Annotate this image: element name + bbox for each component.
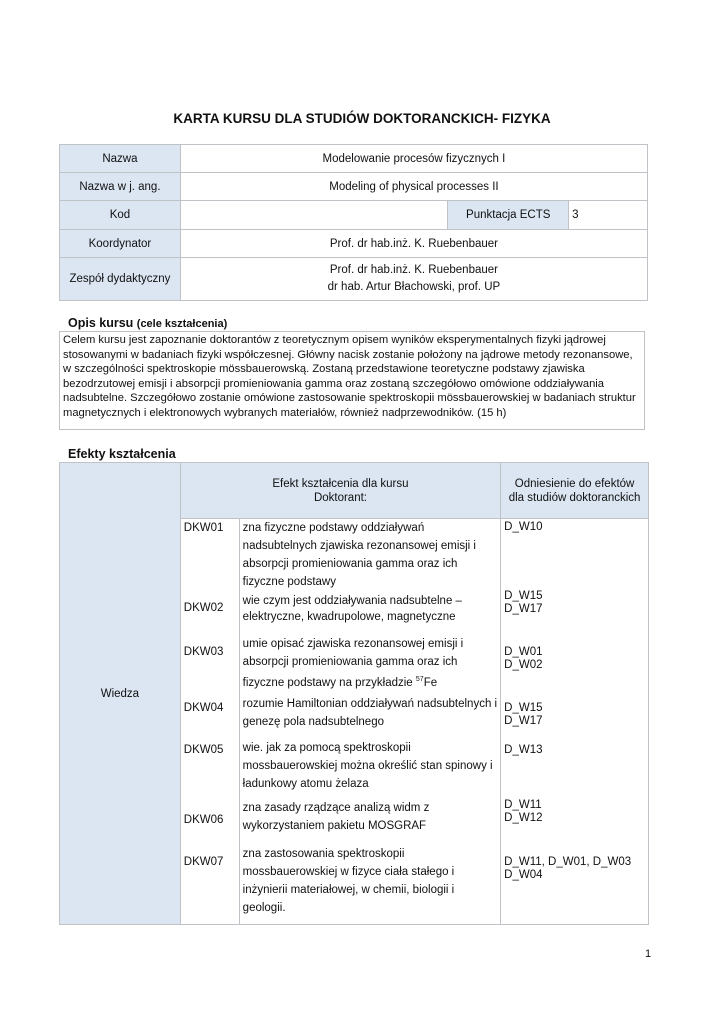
code-dkw02: DKW02 xyxy=(183,602,224,614)
code-dkw04: DKW04 xyxy=(183,702,224,714)
zespol-member-2: dr hab. Artur Błachowski, prof. UP xyxy=(327,281,501,293)
code-dkw07: DKW07 xyxy=(183,856,224,868)
zespol-label: Zespół dydaktyczny xyxy=(60,258,181,301)
efekty-heading: Efekty kształcenia xyxy=(68,447,176,461)
nazwa-ang-label: Nazwa w j. ang. xyxy=(60,173,181,201)
ref-dkw04-a: D_W15 xyxy=(504,702,543,714)
ects-value: 3 xyxy=(569,201,648,230)
ref-dkw02-a: D_W15 xyxy=(504,590,543,602)
col-ref-header-2: dla studiów doktoranckich xyxy=(508,491,641,504)
course-info-table xyxy=(59,144,648,301)
nazwa-label: Nazwa xyxy=(60,145,181,173)
opis-text: Celem kursu jest zapoznanie doktorantów z teoretycznym opisem wyników eksperymentalnych fizyki jądrowej stosowanymi w badaniach fizyki współczesnej. Główny nacisk zostanie położony na jądrowe metody rezonansowe, w szczególności spektroskopie mössbauerowską. Zostaną przedstawione teoretyczne podstawy zjawiska bezodrzutowej emisji i absorpcji promieniowania gamma oraz zostaną szczegółowo omówione oddziaływania nadsubtelne. Szczegółowo zostanie omówione zastosowanie spektroskopii mössbauerowskiej w badaniach struktur magnetycznych i elektronowych wybranych materiałów, również nadprzewodników. (15 h) xyxy=(59,331,645,430)
ref-dkw04-b: D_W17 xyxy=(504,715,543,727)
ref-dkw05: D_W13 xyxy=(504,744,543,756)
effect-dkw03-text: umie opisać zjawiska rezonansowej emisji i absorpcji promieniowania gamma oraz ich fizyczne podstawy na przykładzie xyxy=(242,638,464,689)
zespol-member-1: Prof. dr hab.inż. K. Ruebenbauer xyxy=(329,264,498,276)
code-dkw05: DKW05 xyxy=(183,744,224,756)
koordynator-value: Prof. dr hab.inż. K. Ruebenbauer xyxy=(180,230,647,258)
ref-dkw02-b: D_W17 xyxy=(504,603,543,615)
opis-heading xyxy=(68,316,227,330)
effect-dkw02: wie czym jest oddziaływania nadsubtelne – elektryczne, kwadrupolowe, magnetyczne xyxy=(242,595,462,623)
effect-dkw07: zna zastosowania spektroskopii mossbauerowskiej w fizyce ciała stałego i inżynierii materiałowej, w chemii, biologii i geologii. xyxy=(242,848,455,914)
ref-dkw06-b: D_W12 xyxy=(504,812,543,824)
ref-dkw07-b: D_W04 xyxy=(504,869,543,881)
category-cell: Wiedza xyxy=(60,463,181,925)
ref-dkw03-b: D_W02 xyxy=(504,659,543,671)
effects-column xyxy=(239,519,500,925)
code-dkw03: DKW03 xyxy=(183,646,224,658)
col-effect-header xyxy=(180,463,500,519)
effect-dkw03 xyxy=(243,635,497,692)
code-dkw06: DKW06 xyxy=(183,814,224,826)
page-title: KARTA KURSU DLA STUDIÓW DOKTORANCKICH- FIZYKA xyxy=(173,111,551,126)
effect-dkw06: zna zasady rządzące analizą widm z wykorzystaniem pakietu MOSGRAF xyxy=(242,802,430,832)
opis-heading-sub: (cele kształcenia) xyxy=(136,318,228,330)
opis-heading-main: Opis kursu xyxy=(68,316,134,330)
kod-value xyxy=(180,201,447,230)
learning-outcomes-table xyxy=(59,462,649,925)
effect-dkw03-tail: Fe xyxy=(423,676,438,689)
code-dkw01: DKW01 xyxy=(183,522,224,534)
refs-column xyxy=(501,519,649,925)
ref-dkw01: D_W10 xyxy=(504,521,543,533)
koordynator-label: Koordynator xyxy=(60,230,181,258)
effect-dkw01: zna fizyczne podstawy oddziaływań nadsubtelnych zjawiska rezonansowej emisji i absorpcji promieniowania gamma oraz ich fizyczne podstawy xyxy=(242,522,476,588)
page-number: 1 xyxy=(645,948,652,960)
effect-dkw05: wie. jak za pomocą spektroskopii mossbauerowskiej można określić stan spinowy i ładunkowy atomu żelaza xyxy=(242,742,493,790)
nazwa-ang-value: Modeling of physical processes II xyxy=(180,173,647,201)
col-effect-header-1: Efekt kształcenia dla kursu xyxy=(272,477,409,490)
col-ref-header xyxy=(501,463,649,519)
ref-dkw07-a: D_W11, D_W01, D_W03 xyxy=(504,856,632,868)
col-ref-header-1: Odniesienie do efektów xyxy=(514,477,635,490)
col-effect-header-2: Doktorant: xyxy=(313,491,367,504)
ects-label: Punktacja ECTS xyxy=(448,201,569,230)
ref-dkw03-a: D_W01 xyxy=(504,646,543,658)
codes-column xyxy=(180,519,239,925)
effect-dkw03-sup: 57 xyxy=(415,676,424,683)
kod-label: Kod xyxy=(60,201,181,230)
effect-dkw04: rozumie Hamiltonian oddziaływań nadsubtelnych i genezę pola nadsubtelnego xyxy=(242,698,498,728)
zespol-value xyxy=(180,258,647,301)
nazwa-value: Modelowanie procesów fizycznych I xyxy=(180,145,647,173)
ref-dkw06-a: D_W11 xyxy=(504,799,542,811)
